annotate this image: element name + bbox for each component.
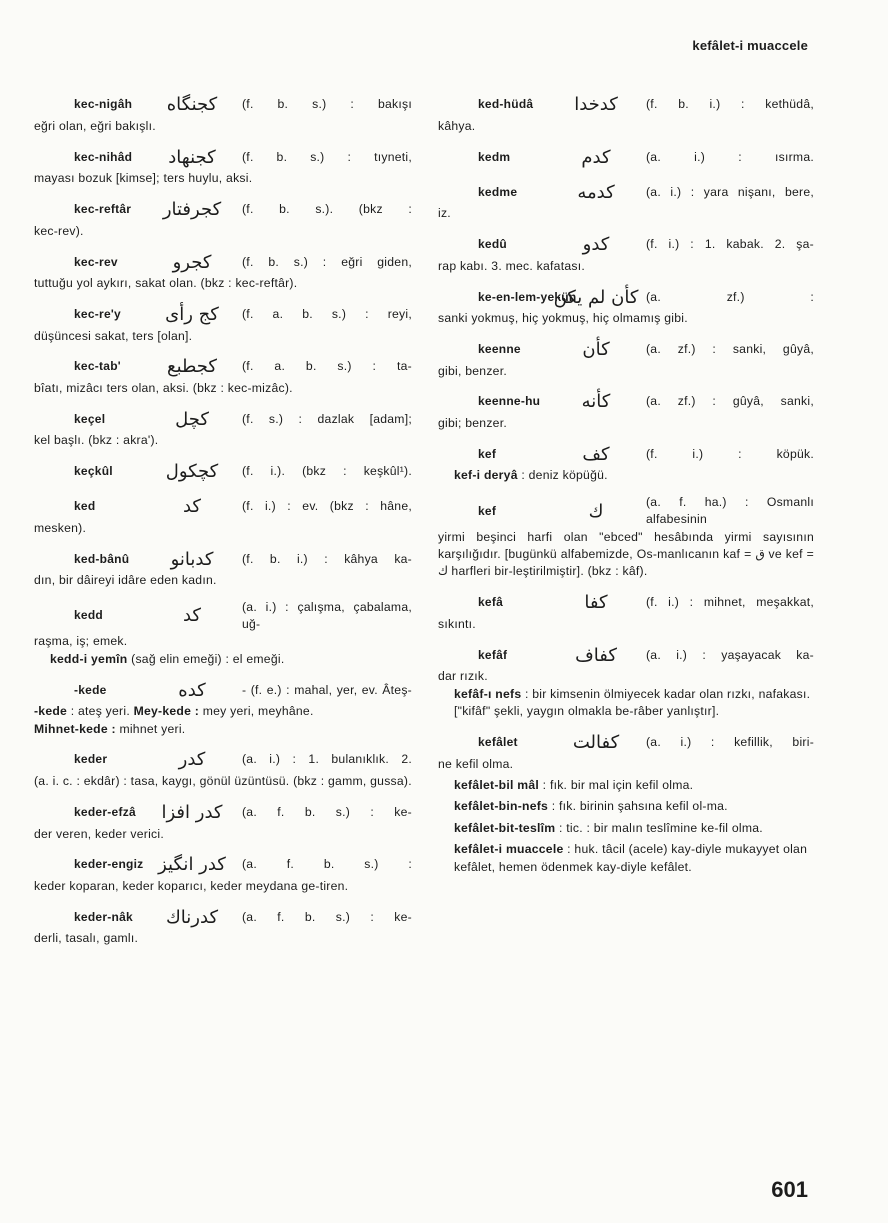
dictionary-entry — [34, 747, 412, 790]
definition-start: (a. i.) : yaşayacak ka- — [646, 647, 814, 662]
sub-definition: (sağ elin emeği) : el emeği. — [131, 651, 285, 666]
definition-start: (f. a. b. s.) : reyi, — [242, 306, 412, 321]
headword: kef — [478, 446, 497, 461]
headword: kefâlet — [478, 734, 518, 749]
arabic-script: كد — [182, 496, 202, 518]
definition-start: (f. b. s.). (bkz : — [242, 202, 412, 217]
sub-entry — [438, 820, 814, 837]
arabic-script: كأن — [582, 338, 610, 360]
sub-entry — [34, 721, 412, 738]
arabic-script: كجنگاه — [166, 94, 218, 116]
arabic-script: كدخدا — [574, 94, 618, 116]
definition-continuation: (a. i. c. : ekdâr) : tasa, kaygı, gönül üzüntüsü. (bkz : gamm, gussa). — [34, 774, 412, 789]
arabic-script: كفا — [584, 592, 608, 614]
arabic-script: كدم — [581, 146, 611, 168]
sub-term: kefâlet-bit-teslîm — [454, 820, 556, 835]
headword: kec-tab' — [74, 359, 121, 374]
definition-continuation: der veren, keder verici. — [34, 826, 164, 841]
definition-continuation: rap kabı. 3. mec. kafatası. — [438, 258, 585, 273]
dictionary-entry — [34, 406, 412, 449]
sub-term: -kede — [34, 704, 68, 719]
definition-start: (a. f. ha.) : Osmanlı alfabesinin — [646, 494, 814, 527]
arabic-script: كدر — [178, 749, 206, 771]
arabic-script: كجرفتار — [162, 199, 222, 221]
sub-definition: : bir kimsenin ölmiyecek kadar olan rızkı, nafakası. ["kifâf" şekli, yaygın olmakla be-râber yanlıştır]. — [454, 686, 811, 719]
definition-start: (a. zf.) : gûyâ, sanki, — [646, 394, 814, 409]
sub-term: kefâlet-bin-nefs — [454, 799, 549, 814]
sub-entry — [438, 798, 814, 815]
headword: ked — [74, 499, 96, 514]
left-column — [34, 92, 412, 957]
headword: keder-efzâ — [74, 804, 136, 819]
definition-continuation: derli, tasalı, gamlı. — [34, 931, 139, 946]
definition-continuation: gibi, benzer. — [438, 363, 507, 378]
headword: kec-re'y — [74, 306, 121, 321]
definition-start: (a. i.) : çalışma, çabalama, uğ- — [242, 599, 412, 632]
definition-start: (a. i.) : 1. bulanıklık. 2. — [242, 752, 412, 767]
dictionary-entry — [34, 546, 412, 589]
headword: kec-nigâh — [74, 97, 133, 112]
sub-definition: : fık. bir mal için kefil olma. — [542, 777, 694, 792]
headword: keder-nâk — [74, 909, 133, 924]
definition-continuation: dın, bir dâireyi idâre eden kadın. — [34, 573, 217, 588]
arabic-script: كف — [582, 443, 610, 465]
right-column — [438, 92, 814, 885]
arabic-script: كجرو — [172, 251, 212, 273]
arabic-script: كأنه — [581, 391, 611, 413]
arabic-script: كد — [182, 605, 202, 627]
headword: kec-rev — [74, 254, 118, 269]
arabic-script: كدر افزا — [161, 801, 223, 823]
definition-start: (f. a. b. s.) : ta- — [242, 359, 412, 374]
definition-start: (f. b. i.) : kâhya ka- — [242, 551, 412, 566]
dictionary-entry — [34, 677, 412, 738]
dictionary-entry — [34, 197, 412, 240]
definition-continuation: tuttuğu yol aykırı, sakat olan. (bkz : kec-reftâr). — [34, 276, 298, 291]
arabic-script: كچكول — [165, 461, 219, 483]
dictionary-entry — [438, 441, 814, 484]
sub-definition: : tic. : bir malın teslîmine ke-fil olma. — [559, 820, 763, 835]
definition-start: (a. i.) : yara nişanı, bere, — [646, 184, 814, 199]
arabic-script: كدمه — [577, 181, 615, 203]
dictionary-entry — [438, 389, 814, 432]
headword: kec-nihâd — [74, 149, 133, 164]
definition-continuation: kel başlı. (bkz : akra'). — [34, 433, 159, 448]
dictionary-entry — [438, 590, 814, 633]
definition-start: (a. i.) : kefillik, biri- — [646, 734, 814, 749]
definition-continuation: düşüncesi sakat, ters [olan]. — [34, 328, 193, 343]
headword: ked-hüdâ — [478, 97, 534, 112]
definition-start: (f. b. s.) : tıyneti, — [242, 149, 412, 164]
dictionary-entry — [438, 642, 814, 720]
definition-continuation: bîatı, mizâcı ters olan, aksi. (bkz : kec-mizâc). — [34, 381, 293, 396]
dictionary-entry — [34, 354, 412, 397]
dictionary-entry — [34, 800, 412, 843]
headword: kef — [478, 503, 497, 518]
arabic-script: كدرناك — [165, 906, 219, 928]
sub-term: Mey-kede : — [133, 704, 200, 719]
page-number: 601 — [771, 1177, 808, 1202]
definition-start: (f. i.). (bkz : keşkûl¹). — [242, 464, 412, 479]
definition-start: (a. f. b. s.) : — [242, 857, 412, 872]
dictionary-entry — [438, 730, 814, 876]
headword: keder — [74, 752, 108, 767]
definition-start: (a. zf.) : — [646, 289, 814, 304]
arabic-script: كفاف — [575, 644, 617, 666]
definition-continuation: sıkıntı. — [438, 616, 476, 631]
definition-start: (a. f. b. s.) : ke- — [242, 909, 412, 924]
definition-continuation: sanki yokmuş, hiç yokmuş, hiç olmamış gibi. — [438, 311, 688, 326]
headword: kedm — [478, 149, 511, 164]
headword: ke-en-lem-yekün — [478, 289, 577, 304]
sub-term: kefâlet-bil mâl — [454, 777, 540, 792]
running-head: kefâlet-i muaccele — [692, 38, 808, 53]
dictionary-entry — [34, 852, 412, 895]
definition-start: (f. i.) : 1. kabak. 2. şa- — [646, 237, 814, 252]
sub-term: kefâlet-i muaccele — [454, 842, 564, 857]
headword: kedd — [74, 608, 104, 623]
dictionary-entry — [34, 302, 412, 345]
dictionary-entry — [438, 92, 814, 135]
sub-definition: : huk. tâcil (acele) kay-diyle mukayyet olan kefâlet, hemen ödenmek kay-diyle kefâlet. — [454, 842, 808, 874]
definition-start: (a. f. b. s.) : ke- — [242, 804, 412, 819]
arabic-script: كچل — [175, 408, 209, 430]
sub-definition: : deniz köpüğü. — [521, 468, 608, 483]
definition-start: (f. s.) : dazlak [adam]; — [242, 411, 412, 426]
definition-continuation: eğri olan, eğri bakışlı. — [34, 119, 156, 133]
sub-definition: : ateş yeri. — [70, 704, 130, 719]
definition-start: (f. i.) : mihnet, meşakkat, — [646, 595, 814, 610]
arabic-script: كج رأى — [165, 303, 219, 325]
sub-entry — [34, 703, 412, 720]
arabic-script: ك — [588, 500, 604, 522]
definition-start: (f. i.) : köpük. — [646, 446, 814, 461]
arabic-script: كجنهاد — [168, 146, 216, 168]
definition-start: - (f. e.) : mahal, yer, ev. Âteş- — [242, 682, 412, 697]
dictionary-entry — [34, 249, 412, 292]
definition-start: (f. b. i.) : kethüdâ, — [646, 97, 814, 112]
definition-continuation: kec-rev). — [34, 223, 84, 238]
sub-entry — [438, 467, 814, 484]
definition-continuation: iz. — [438, 206, 451, 221]
definition-continuation: ne kefil olma. — [438, 756, 514, 771]
sub-term: kefâf-ı nefs — [454, 686, 522, 701]
definition-continuation: mesken). — [34, 520, 87, 535]
arabic-script: كدر انگيز — [158, 854, 226, 876]
definition-continuation: raşma, iş; emek. — [34, 634, 128, 649]
sub-entry — [34, 651, 412, 668]
arabic-script: كدبانو — [170, 548, 214, 570]
headword: keenne — [478, 341, 521, 356]
dictionary-entry — [34, 144, 412, 187]
sub-entry — [438, 686, 814, 721]
definition-start: (f. i.) : ev. (bkz : hâne, — [242, 499, 412, 514]
definition-start: (a. zf.) : sanki, gûyâ, — [646, 341, 814, 356]
headword: kefâ — [478, 595, 504, 610]
dictionary-entry — [34, 494, 412, 537]
headword: -kede — [74, 682, 107, 697]
definition-continuation: gibi; benzer. — [438, 416, 507, 431]
headword: keder-engiz — [74, 857, 144, 872]
headword: kedû — [478, 237, 508, 252]
headword: keçkûl — [74, 464, 113, 479]
headword: kefâf — [478, 647, 508, 662]
dictionary-entry — [34, 92, 412, 135]
arabic-script: كدو — [582, 234, 610, 256]
definition-start: (a. i.) : ısırma. — [646, 149, 814, 164]
headword: ked-bânû — [74, 551, 130, 566]
dictionary-entry — [438, 337, 814, 380]
definition-continuation: yirmi beşinci harfi olan "ebced" hesâbında yirmi sayısının karşılığıdır. [bugünkü alfabemizde, Os-manlıcanın kaf = ق ve kef = ك harfleri bir-leştirilmiştir]. (bkz : kâf). — [438, 529, 815, 579]
sub-entry — [438, 777, 814, 794]
dictionary-entry — [438, 284, 814, 327]
arabic-script: كفالت — [572, 731, 620, 753]
dictionary-entry — [438, 494, 814, 581]
definition-start: (f. b. s.) : eğri giden, — [242, 254, 412, 269]
dictionary-entry — [34, 904, 412, 947]
sub-term: kedd-i yemîn — [50, 651, 128, 666]
sub-entry — [438, 841, 814, 876]
dictionary-entry — [438, 144, 814, 170]
arabic-script: كده — [178, 679, 206, 701]
dictionary-entry — [34, 459, 412, 485]
sub-definition: mihnet yeri. — [119, 721, 186, 736]
arabic-script: كأن لم يكن — [553, 286, 639, 308]
headword: keenne-hu — [478, 394, 541, 409]
sub-term: kef-i deryâ — [454, 468, 518, 483]
headword: keçel — [74, 411, 106, 426]
definition-start: (f. b. s.) : bakışı — [242, 97, 412, 112]
dictionary-entry — [34, 599, 412, 669]
dictionary-entry — [438, 179, 814, 222]
definition-continuation: mayası bozuk [kimse]; ters huylu, aksi. — [34, 171, 253, 186]
definition-continuation: dar rızık. — [438, 669, 488, 684]
dictionary-entry — [438, 232, 814, 275]
sub-definition: mey yeri, meyhâne. — [202, 704, 314, 719]
definition-continuation: keder koparan, keder koparıcı, keder meydana ge-tiren. — [34, 878, 349, 893]
definition-continuation: kâhya. — [438, 119, 476, 133]
headword: kedme — [478, 184, 518, 199]
headword: kec-reftâr — [74, 202, 132, 217]
sub-definition: : fık. birinin şahsına kefil ol-ma. — [551, 799, 728, 814]
arabic-script: كجطبع — [167, 356, 217, 378]
sub-term: Mihnet-kede : — [34, 721, 116, 736]
